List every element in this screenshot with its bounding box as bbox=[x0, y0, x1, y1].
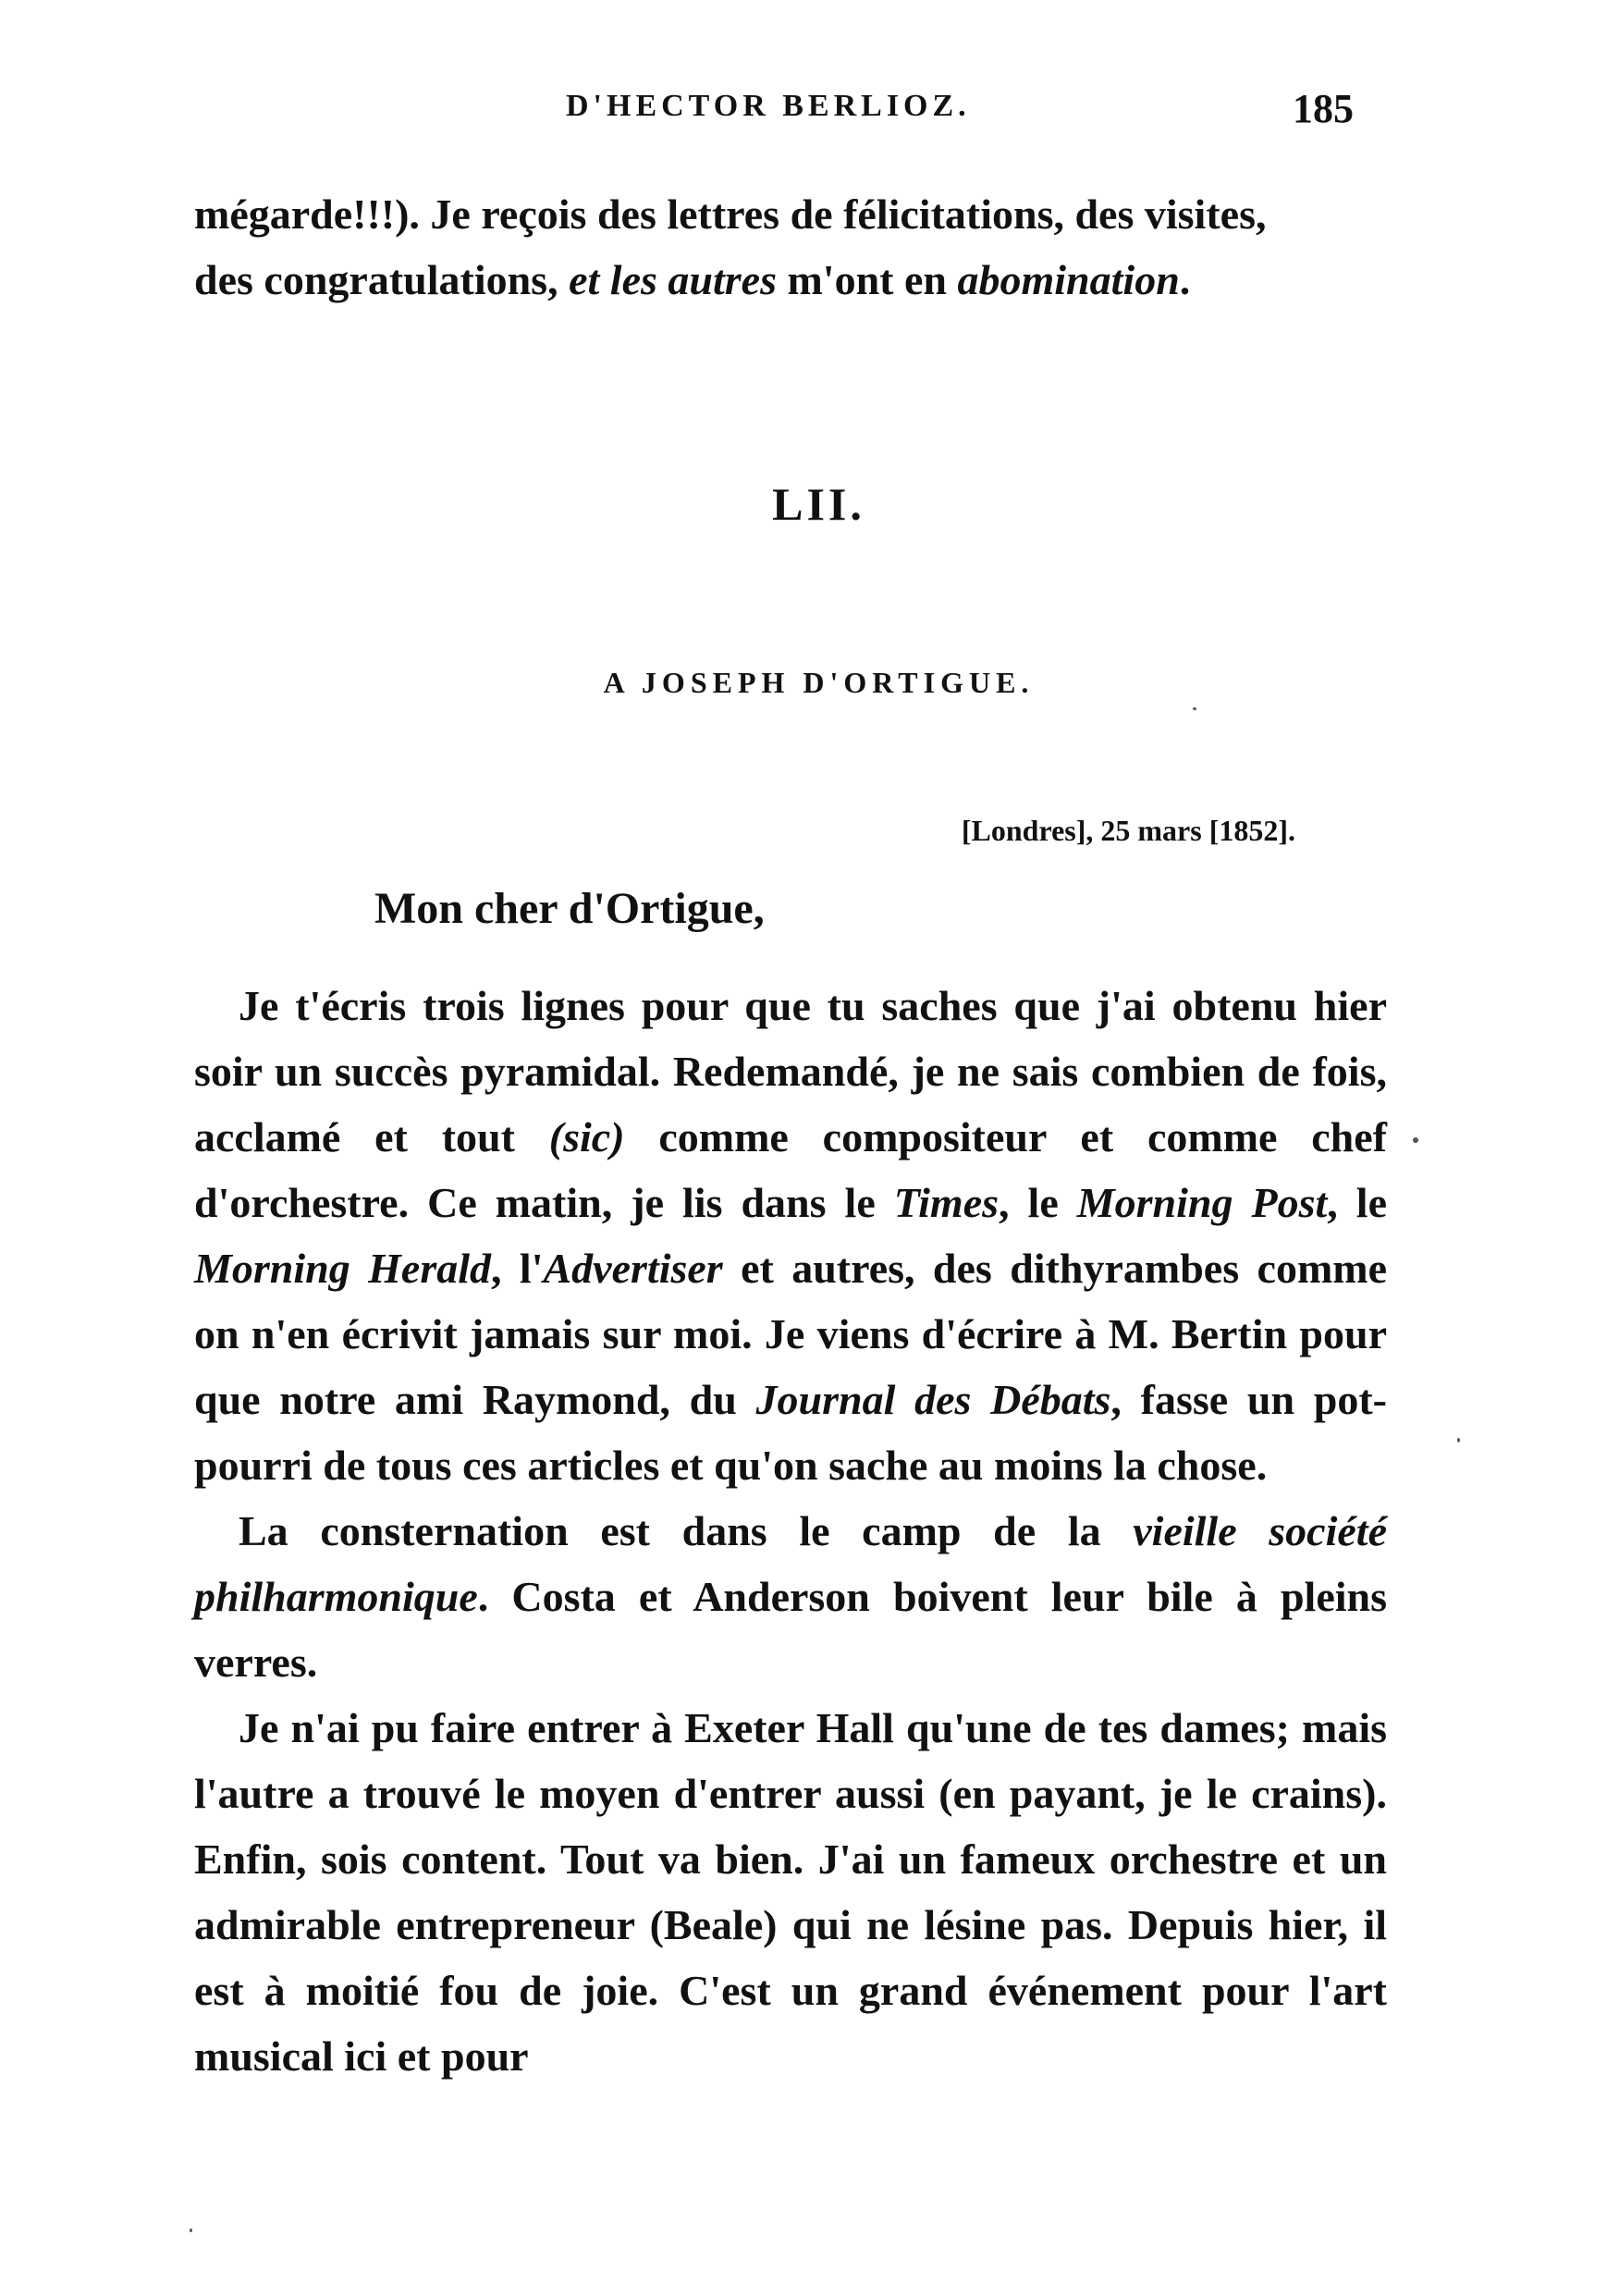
letter-salutation: Mon cher d'Ortigue, bbox=[374, 884, 765, 933]
text-run: , le bbox=[999, 1179, 1077, 1226]
italic-run: Morning Post bbox=[1076, 1179, 1328, 1226]
letter-addressee: A JOSEPH D'ORTIGUE. bbox=[603, 666, 1035, 699]
text-run: , le bbox=[1327, 1179, 1388, 1226]
text-run: comme compositeur et comme chef d'orchestre. Ce matin, je lis dans le bbox=[194, 1113, 1387, 1226]
print-speck bbox=[1457, 1438, 1460, 1443]
italic-run: Morning Herald bbox=[194, 1245, 492, 1292]
continuation-text bbox=[194, 181, 1387, 313]
letter-body bbox=[194, 973, 1387, 2089]
print-speck bbox=[1413, 1137, 1418, 1143]
letter-number: LII. bbox=[772, 478, 865, 530]
print-speck bbox=[190, 2228, 192, 2232]
text-run: . bbox=[1179, 256, 1191, 303]
italic-run: Journal des Débats bbox=[755, 1376, 1111, 1423]
italic-run: abomination bbox=[957, 256, 1180, 303]
running-title: D'HECTOR BERLIOZ. bbox=[566, 89, 971, 123]
letter-paragraph-3: Je n'ai pu faire entrer à Exeter Hall qu'une de tes dames; mais l'autre a trouvé le moyen d'entrer aussi (en payant, je le crains). Enfin, sois content. Tout va bien. J'ai un fameux orchestre et un admirable entrepreneur (Beale) qui ne lésine pas. Depuis hier, il est à moitié fou de joie. C'est un grand événement pour l'art musical ici et pour bbox=[194, 1704, 1387, 2080]
italic-run: Advertiser bbox=[543, 1245, 723, 1292]
text-run: . Costa et Anderson boivent leur bile à pleins verres. bbox=[194, 1573, 1387, 1686]
letter-paragraph-2 bbox=[194, 1498, 1387, 1695]
italic-run: vieille société philharmonique bbox=[194, 1507, 1387, 1620]
text-run: m'ont en bbox=[776, 256, 958, 303]
italic-run: Times bbox=[893, 1179, 1000, 1226]
text-run: et autres, des dithyrambes comme on n'en écrivit jamais sur moi. Je viens d'écrire à M. Bertin pour que notre ami Raymond, du bbox=[194, 1245, 1387, 1423]
continuation-line-2 bbox=[194, 247, 1387, 313]
continuation-line-1: mégarde!!!). Je reçois des lettres de félicitations, des visites, bbox=[194, 190, 1267, 238]
print-speck bbox=[1193, 707, 1196, 710]
italic-run: et les autres bbox=[569, 256, 777, 303]
text-run: des congratulations, bbox=[194, 256, 570, 303]
letter-dateline: [Londres], 25 mars [1852]. bbox=[961, 814, 1295, 847]
italic-run: (sic) bbox=[548, 1113, 625, 1160]
text-run: Je t'écris trois lignes pour que tu saches que j'ai obtenu hier soir un succès pyramidal. Redemandé, je ne sais combien de fois, acclamé et tout bbox=[194, 982, 1387, 1160]
page-number: 185 bbox=[1293, 86, 1354, 131]
text-run: , fasse un pot-pourri de tous ces articles et qu'on sache au moins la chose. bbox=[194, 1376, 1387, 1489]
text-run: , l' bbox=[491, 1245, 544, 1292]
letter-paragraph-1 bbox=[194, 973, 1387, 1498]
text-run: La consternation est dans le camp de la bbox=[239, 1507, 1134, 1554]
